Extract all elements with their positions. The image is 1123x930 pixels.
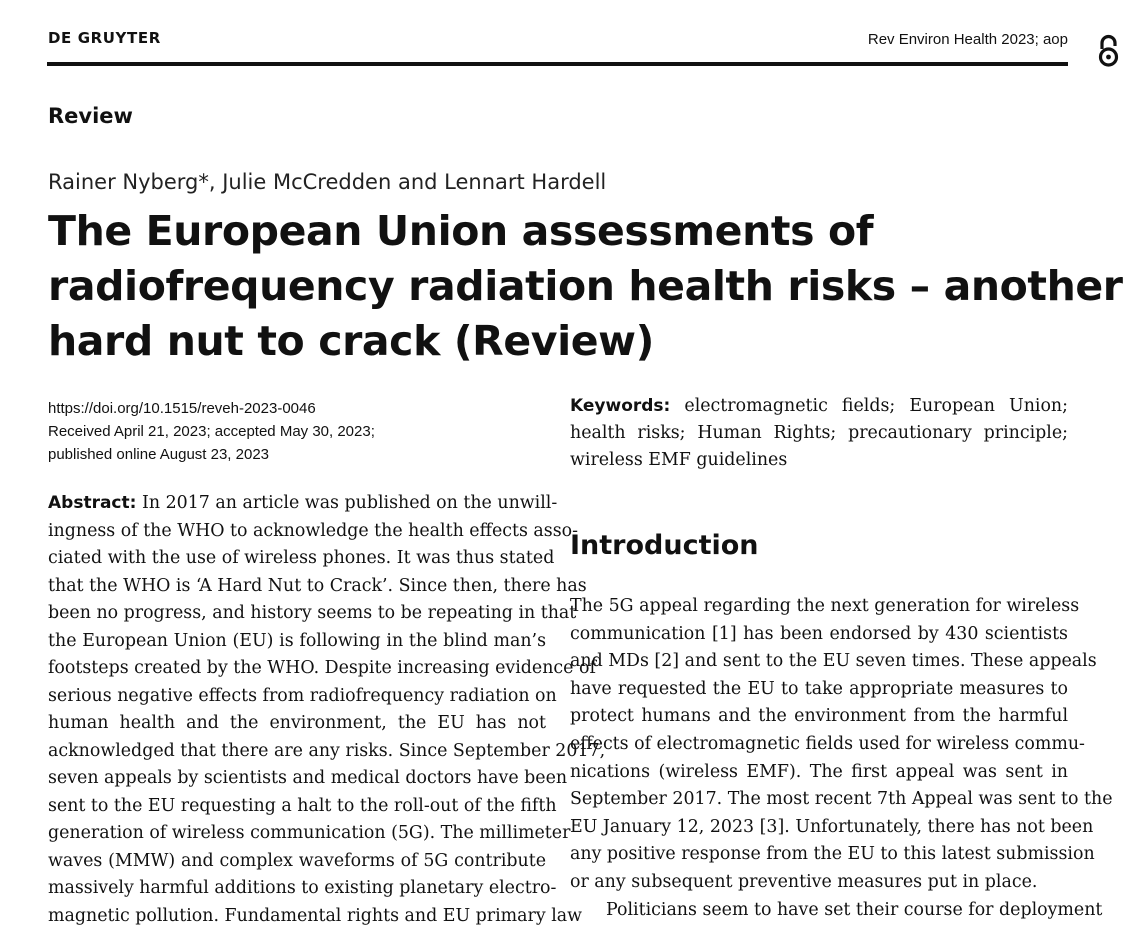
- keywords-label: Keywords:: [570, 396, 670, 416]
- journal-reference: Rev Environ Health 2023; aop: [868, 31, 1068, 48]
- author-list: Rainer Nyberg*, Julie McCredden and Lennart Hardell: [48, 170, 606, 194]
- abstract-line: footsteps created by the WHO. Despite increasing evidence of: [48, 655, 546, 683]
- open-access-icon: [1096, 30, 1120, 70]
- intro-line: any positive response from the EU to this latest submission: [570, 841, 1068, 869]
- abstract-line: ingness of the WHO to acknowledge the health effects asso-: [48, 518, 546, 546]
- abstract-line: that the WHO is ‘A Hard Nut to Crack’. Since then, there has: [48, 573, 546, 601]
- intro-line: communication [1] has been endorsed by 430 scientists: [570, 621, 1068, 649]
- intro-line: and MDs [2] and sent to the EU seven times. These appeals: [570, 648, 1068, 676]
- publisher-logo: DE GRUYTER: [48, 29, 161, 47]
- abstract-line: seven appeals by scientists and medical doctors have been: [48, 765, 546, 793]
- keywords-text: electromagnetic fields; European Union; health risks; Human Rights; precautionary principle; wireless EMF guidelines: [570, 396, 1068, 470]
- intro-line: effects of electromagnetic fields used for wireless commu-: [570, 731, 1068, 759]
- abstract-line: human health and the environment, the EU has not: [48, 710, 546, 738]
- article-metadata: [48, 397, 375, 466]
- abstract-line: [48, 490, 546, 518]
- introduction-body: [570, 593, 1068, 924]
- section-heading-introduction: Introduction: [570, 530, 759, 561]
- abstract-line: the European Union (EU) is following in the blind man’s: [48, 628, 546, 656]
- article-title: [48, 204, 1058, 369]
- abstract-line: acknowledged that there are any risks. Since September 2017,: [48, 738, 546, 766]
- intro-line: nications (wireless EMF). The first appeal was sent in: [570, 759, 1068, 787]
- doi-link[interactable]: https://doi.org/10.1515/reveh-2023-0046: [48, 397, 375, 420]
- intro-line: have requested the EU to take appropriate measures to: [570, 676, 1068, 704]
- abstract-line: sent to the EU requesting a halt to the roll-out of the fifth: [48, 793, 546, 821]
- published-date: published online August 23, 2023: [48, 443, 375, 466]
- abstract-line: waves (MMW) and complex waveforms of 5G contribute: [48, 848, 546, 876]
- intro-line: September 2017. The most recent 7th Appeal was sent to the: [570, 786, 1068, 814]
- intro-line: Politicians seem to have set their course for deployment: [570, 897, 1068, 925]
- title-line: hard nut to crack (Review): [48, 314, 1058, 369]
- abstract-block: [48, 490, 546, 930]
- abstract-label: Abstract:: [48, 493, 136, 513]
- header-rule: [47, 62, 1068, 66]
- intro-line: protect humans and the environment from the harmful: [570, 703, 1068, 731]
- intro-line: EU January 12, 2023 [3]. Unfortunately, there has not been: [570, 814, 1068, 842]
- abstract-line: been no progress, and history seems to be repeating in that: [48, 600, 546, 628]
- article-type-label: Review: [48, 104, 133, 128]
- abstract-line: magnetic pollution. Fundamental rights and EU primary law: [48, 903, 546, 930]
- title-line: The European Union assessments of: [48, 204, 1058, 259]
- abstract-text: In 2017 an article was published on the unwill-: [142, 493, 557, 513]
- abstract-line: generation of wireless communication (5G). The millimeter: [48, 820, 546, 848]
- intro-line: The 5G appeal regarding the next generation for wireless: [570, 593, 1068, 621]
- title-line: radiofrequency radiation health risks – another: [48, 259, 1058, 314]
- keywords-block: [570, 393, 1068, 474]
- intro-line: or any subsequent preventive measures put in place.: [570, 869, 1068, 897]
- abstract-line: massively harmful additions to existing planetary electro-: [48, 875, 546, 903]
- abstract-line: serious negative effects from radiofrequency radiation on: [48, 683, 546, 711]
- abstract-line: ciated with the use of wireless phones. It was thus stated: [48, 545, 546, 573]
- received-dates: Received April 21, 2023; accepted May 30, 2023;: [48, 420, 375, 443]
